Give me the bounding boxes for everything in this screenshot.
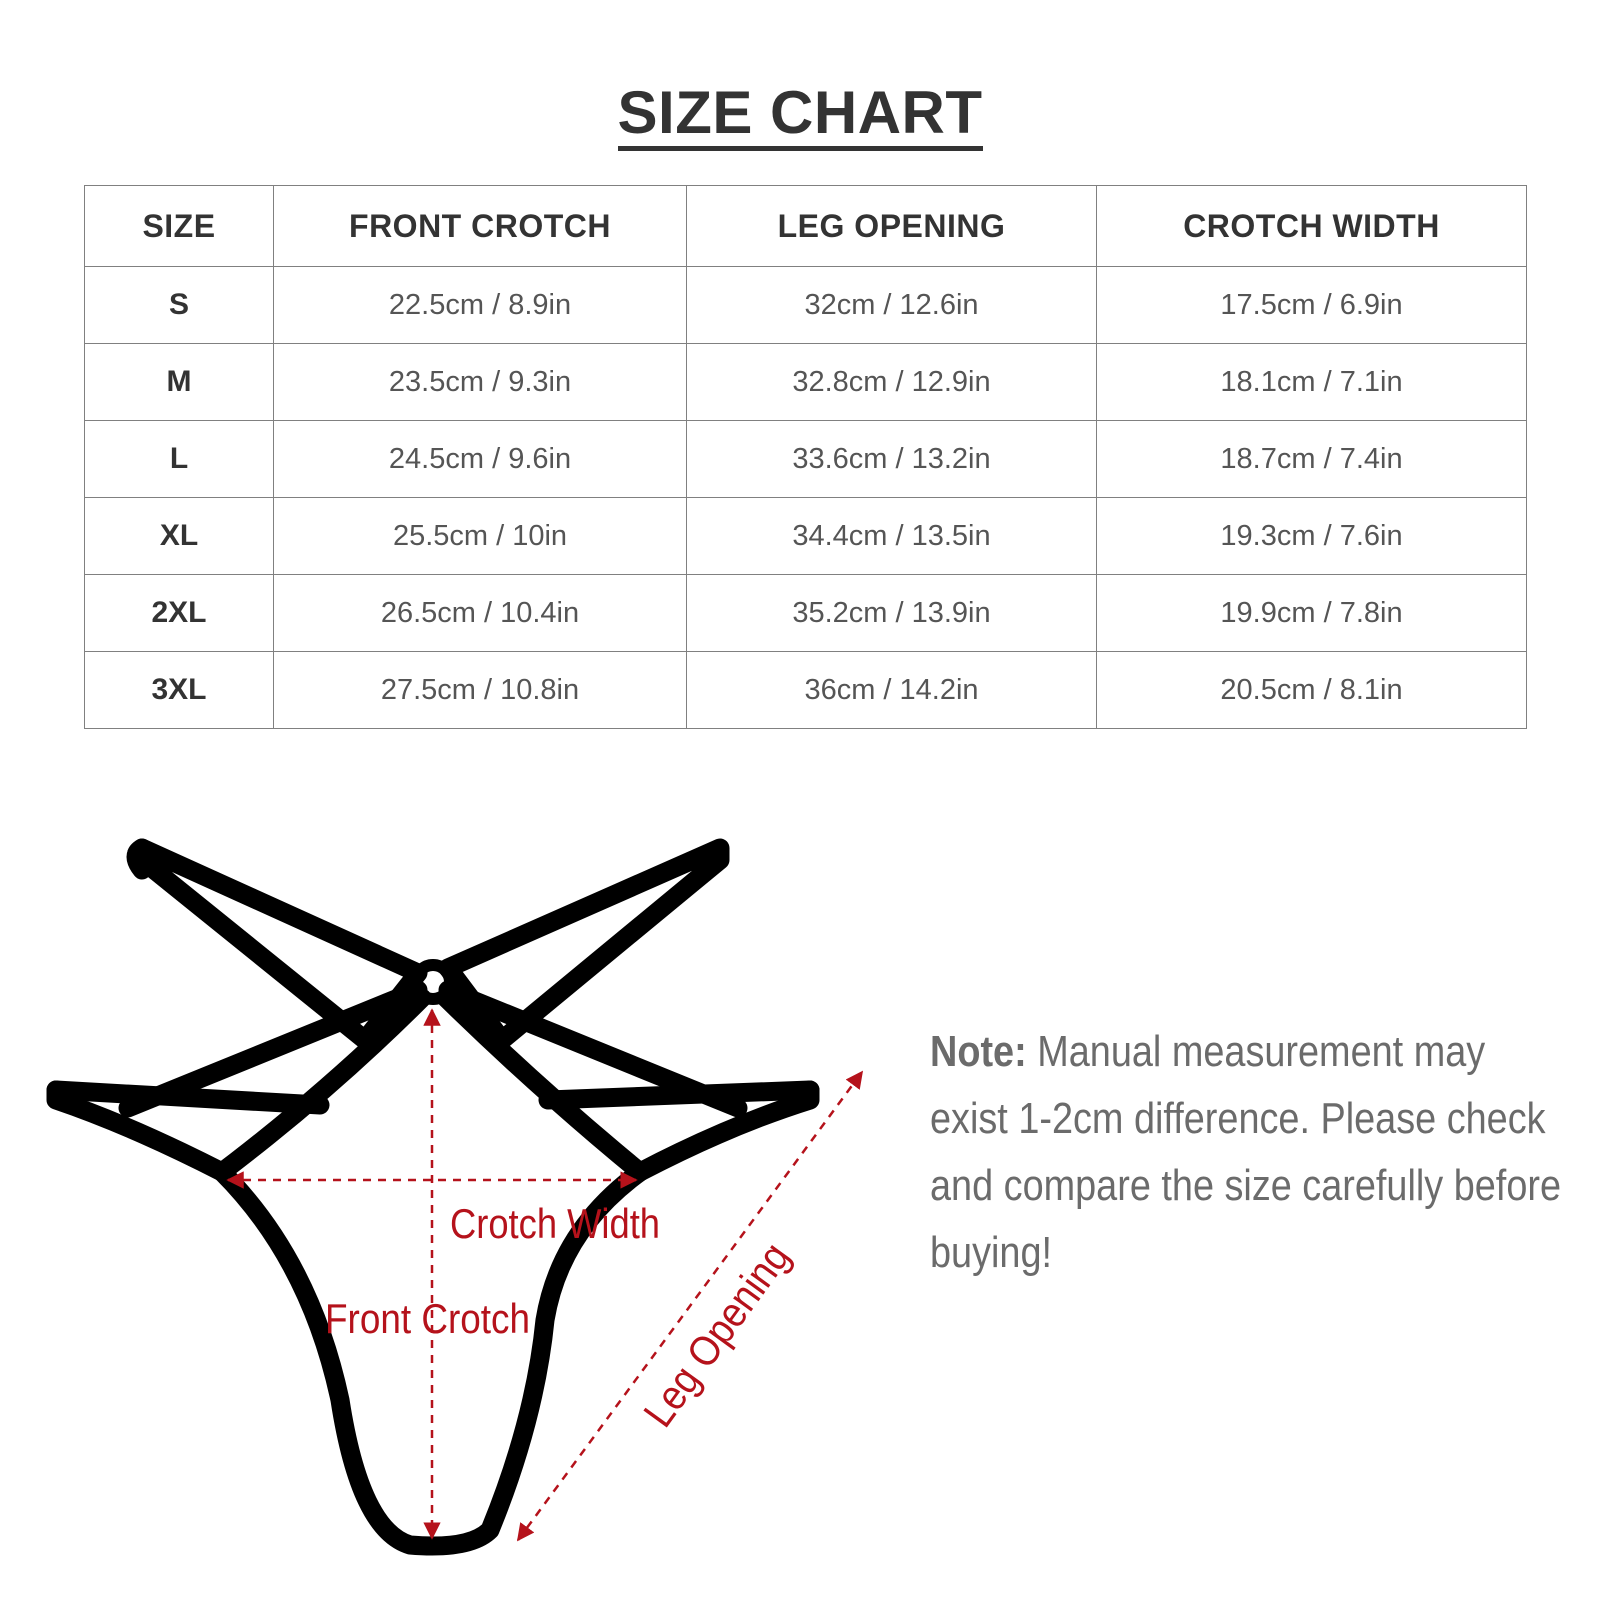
crotch-width-cell: 19.3cm / 7.6in bbox=[1097, 498, 1527, 575]
front-crotch-cell: 27.5cm / 10.8in bbox=[274, 652, 687, 729]
garment-diagram bbox=[0, 820, 900, 1580]
size-cell: L bbox=[85, 421, 274, 498]
size-cell: 3XL bbox=[85, 652, 274, 729]
size-chart-title bbox=[0, 79, 1600, 151]
table-row bbox=[85, 421, 1527, 498]
crotch-width-cell: 19.9cm / 7.8in bbox=[1097, 575, 1527, 652]
leg-opening-cell: 32cm / 12.6in bbox=[687, 267, 1097, 344]
crotch-width-cell: 18.1cm / 7.1in bbox=[1097, 344, 1527, 421]
front-crotch-cell: 26.5cm / 10.4in bbox=[274, 575, 687, 652]
crotch-width-label: Crotch Width bbox=[450, 1200, 660, 1247]
size-cell: M bbox=[85, 344, 274, 421]
size-cell: S bbox=[85, 267, 274, 344]
header-leg-opening: LEG OPENING bbox=[687, 186, 1097, 267]
header-crotch-width: CROTCH WIDTH bbox=[1097, 186, 1527, 267]
note-body: Manual measurement may exist 1-2cm difference. Please check and compare the size carefully before buying! bbox=[930, 1027, 1562, 1277]
leg-opening-cell: 34.4cm / 13.5in bbox=[687, 498, 1097, 575]
table-row bbox=[85, 267, 1527, 344]
size-cell: 2XL bbox=[85, 575, 274, 652]
header-size: SIZE bbox=[85, 186, 274, 267]
table-row bbox=[85, 575, 1527, 652]
size-table bbox=[84, 185, 1527, 729]
note-label: Note: bbox=[930, 1027, 1027, 1076]
leg-opening-label: Leg Opening bbox=[634, 1213, 814, 1436]
table-row bbox=[85, 652, 1527, 729]
front-crotch-cell: 25.5cm / 10in bbox=[274, 498, 687, 575]
crotch-width-cell: 20.5cm / 8.1in bbox=[1097, 652, 1527, 729]
leg-opening-cell: 32.8cm / 12.9in bbox=[687, 344, 1097, 421]
table-row bbox=[85, 344, 1527, 421]
crotch-width-cell: 18.7cm / 7.4in bbox=[1097, 421, 1527, 498]
table-row bbox=[85, 498, 1527, 575]
title-text: SIZE CHART bbox=[618, 82, 983, 151]
note-text bbox=[930, 1018, 1570, 1286]
front-crotch-label: Front Crotch bbox=[325, 1295, 530, 1342]
leg-opening-cell: 35.2cm / 13.9in bbox=[687, 575, 1097, 652]
leg-opening-cell: 36cm / 14.2in bbox=[687, 652, 1097, 729]
front-crotch-cell: 22.5cm / 8.9in bbox=[274, 267, 687, 344]
crotch-width-cell: 17.5cm / 6.9in bbox=[1097, 267, 1527, 344]
front-crotch-cell: 23.5cm / 9.3in bbox=[274, 344, 687, 421]
leg-opening-cell: 33.6cm / 13.2in bbox=[687, 421, 1097, 498]
front-crotch-cell: 24.5cm / 9.6in bbox=[274, 421, 687, 498]
header-front-crotch: FRONT CROTCH bbox=[274, 186, 687, 267]
header-row bbox=[85, 186, 1527, 267]
size-cell: XL bbox=[85, 498, 274, 575]
